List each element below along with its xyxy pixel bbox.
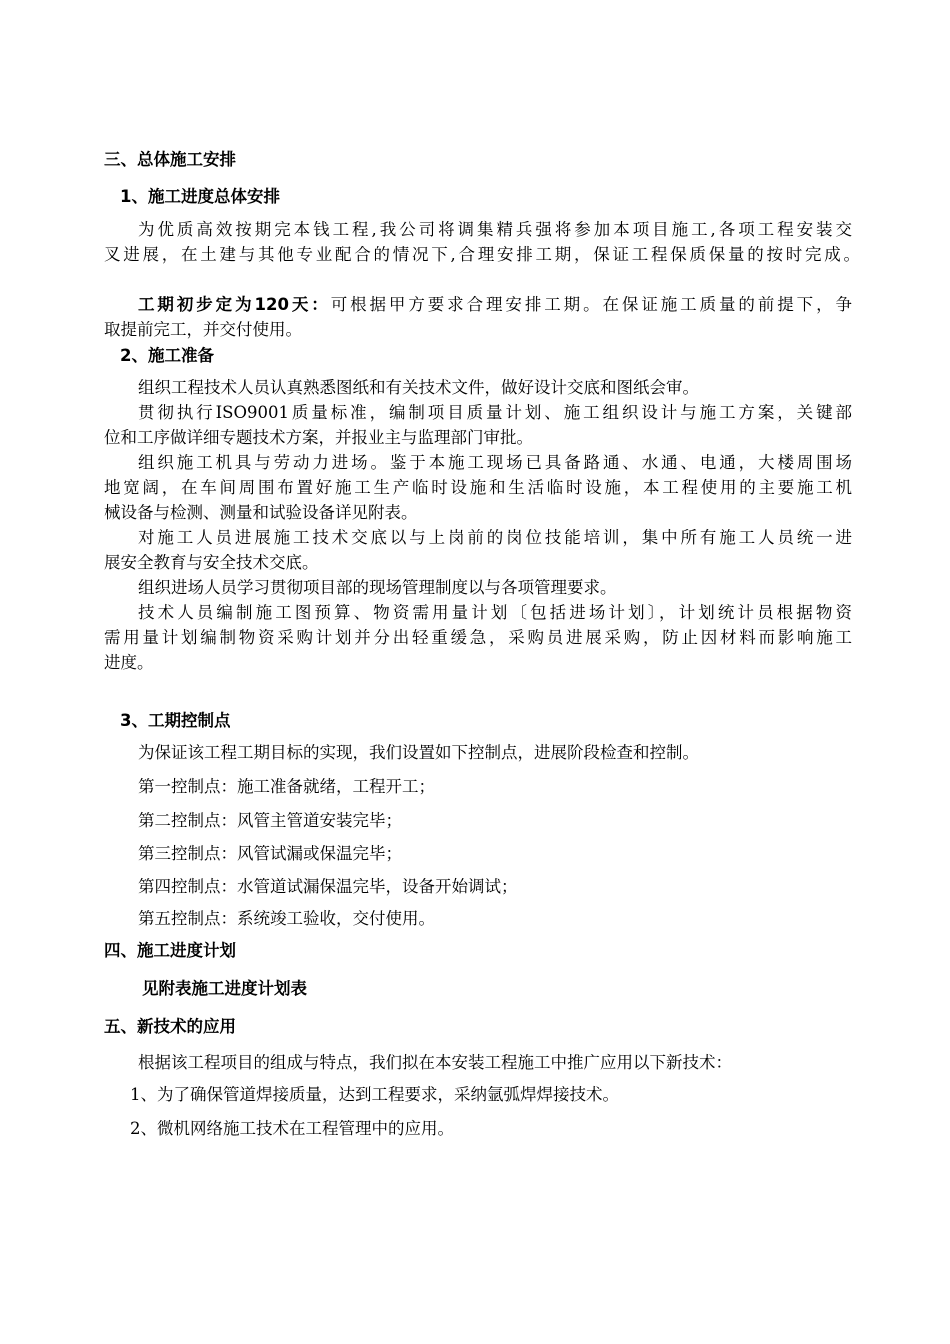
control-point-item: 第四控制点：水管道试漏保温完毕，设备开始调试； — [138, 877, 518, 896]
paragraph-line: 根据该工程项目的组成与特点，我们拟在本安装工程施工中推广应用以下新技术： — [138, 1053, 732, 1072]
duration-emphasis: 工期初步定为120天： — [138, 295, 331, 314]
section-5-heading: 五、新技术的应用 — [104, 1017, 236, 1036]
paragraph-line: 为保证该工程工期目标的实现，我们设置如下控制点，进展阶段检查和控制。 — [138, 743, 699, 762]
paragraph-text: 可根据甲方要求合理安排工期。在保证施工质量的前提下，争 — [330, 295, 852, 314]
paragraph-line: 组织施工机具与劳动力进场。鉴于本施工现场已具备路通、水通、电通，大楼周围场 — [138, 453, 852, 472]
section-3-heading: 三、总体施工安排 — [104, 150, 236, 169]
paragraph-line: 叉进展，在土建与其他专业配合的情况下,合理安排工期，保证工程保质保量的按时完成。 — [104, 245, 860, 264]
paragraph-line: 进度。 — [104, 653, 154, 672]
paragraph-line: 械设备与检测、测量和试验设备详见附表。 — [104, 503, 418, 522]
subsection-2-heading: 2、施工准备 — [120, 346, 214, 365]
paragraph-line: 展安全教育与安全技术交底。 — [104, 553, 319, 572]
schedule-reference: 见附表施工进度计划表 — [142, 979, 307, 998]
technology-item: 1、为了确保管道焊接质量，达到工程要求，采纳氩弧焊焊接技术。 — [130, 1085, 619, 1104]
paragraph-line: 位和工序做详细专题技术方案，并报业主与监理部门审批。 — [104, 428, 533, 447]
paragraph-line: 技术人员编制施工图预算、物资需用量计划〔包括进场计划〕，计划统计员根据物资 — [138, 603, 852, 622]
paragraph-line: 为优质高效按期完本钱工程,我公司将调集精兵强将参加本项目施工,各项工程安装交 — [138, 220, 852, 239]
paragraph-line: 需用量计划编制物资采购计划并分出轻重缓急，采购员进展采购，防止因材料而影响施工 — [104, 628, 852, 647]
subsection-1-heading: 1、施工进度总体安排 — [120, 187, 280, 206]
subsection-3-heading: 3、工期控制点 — [120, 711, 231, 730]
paragraph-line: 地宽阔，在车间周围布置好施工生产临时设施和生活临时设施，本工程使用的主要施工机 — [104, 478, 852, 497]
control-point-item: 第三控制点：风管试漏或保温完毕； — [138, 844, 402, 863]
paragraph-line: 贯彻执行ISO9001质量标准，编制项目质量计划、施工组织设计与施工方案，关键部 — [138, 403, 852, 422]
control-point-item: 第五控制点：系统竣工验收，交付使用。 — [138, 909, 435, 928]
paragraph-line: 取提前完工，并交付使用。 — [104, 320, 302, 339]
technology-item: 2、微机网络施工技术在工程管理中的应用。 — [130, 1119, 454, 1138]
control-point-item: 第二控制点：风管主管道安装完毕； — [138, 811, 402, 830]
paragraph-line: 组织工程技术人员认真熟悉图纸和有关技术文件，做好设计交底和图纸会审。 — [138, 378, 699, 397]
paragraph-line: 对施工人员进展施工技术交底以与上岗前的岗位技能培训，集中所有施工人员统一进 — [138, 528, 852, 547]
control-point-item: 第一控制点：施工准备就绪，工程开工； — [138, 777, 435, 796]
paragraph-line: 组织进场人员学习贯彻项目部的现场管理制度以与各项管理要求。 — [138, 578, 617, 597]
paragraph-line — [138, 293, 852, 317]
section-4-heading: 四、施工进度计划 — [104, 941, 236, 960]
